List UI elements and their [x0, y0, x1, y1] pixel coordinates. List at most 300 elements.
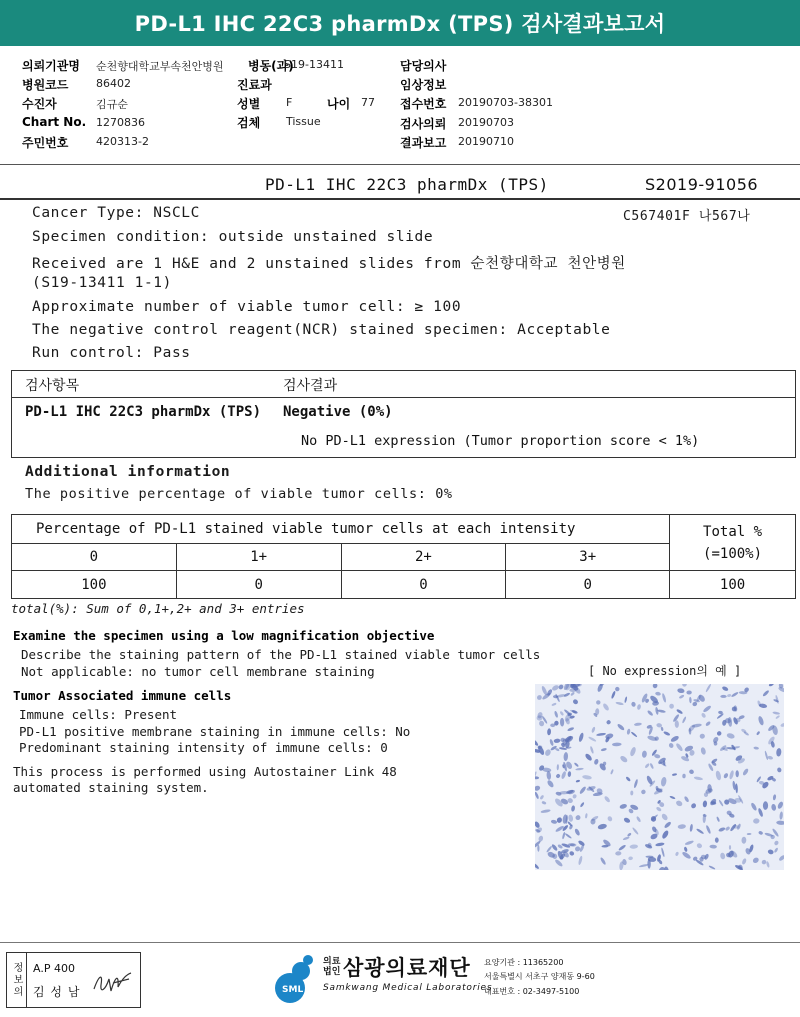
cell-nucleus [615, 701, 624, 705]
cell-nucleus [729, 770, 735, 780]
cell-nucleus [572, 698, 579, 705]
cell-nucleus [661, 693, 666, 703]
cell-nucleus [712, 736, 719, 744]
cell-nucleus [690, 802, 697, 809]
cell-nucleus [689, 697, 692, 704]
cell-nucleus [735, 770, 739, 777]
cell-nucleus [723, 772, 729, 779]
report-date-value: 20190710 [458, 135, 514, 148]
cell-nucleus [544, 748, 552, 756]
cell-nucleus [700, 747, 706, 755]
org-name: 삼광의료재단 [343, 956, 471, 980]
immune-heading: Tumor Associated immune cells [13, 688, 232, 703]
hospital-code-label: 병원코드 [22, 78, 69, 92]
cell-nucleus [709, 845, 717, 849]
cell-nucleus [705, 825, 711, 835]
cell-nucleus [716, 816, 720, 822]
immune-line1: Immune cells: Present [19, 707, 178, 722]
cell-nucleus [619, 803, 627, 809]
request-date-value: 20190703 [458, 116, 514, 129]
cell-nucleus [747, 833, 752, 835]
intensity-total-value: 100 [670, 571, 796, 599]
patient-label: 수진자 [22, 97, 57, 111]
cell-nucleus [672, 773, 677, 776]
cell-nucleus [655, 842, 665, 847]
cell-nucleus [631, 701, 636, 707]
cell-nucleus [606, 719, 612, 725]
cell-nucleus [675, 851, 679, 856]
cell-nucleus [775, 715, 780, 720]
cell-nucleus [590, 746, 595, 754]
contact-line3: 대표번호 : 02-3497-5100 [484, 987, 580, 996]
cell-nucleus [547, 728, 551, 735]
cell-nucleus [681, 851, 691, 860]
cell-nucleus [570, 691, 575, 696]
cell-nucleus [541, 801, 546, 805]
cell-nucleus [591, 726, 596, 733]
cell-nucleus [720, 695, 726, 698]
cell-nucleus [628, 856, 633, 860]
cell-nucleus [664, 866, 670, 870]
cell-nucleus [752, 856, 760, 864]
org-prefix-2: 법인 [323, 967, 341, 977]
total-note: total(%): Sum of 0,1+,2+ and 3+ entries [11, 601, 305, 616]
cell-nucleus [596, 732, 606, 736]
result-table [11, 370, 796, 458]
intensity-value-2plus: 0 [341, 571, 506, 599]
hospital-code-value: 86402 [96, 77, 131, 90]
cell-nucleus [537, 845, 539, 852]
cell-nucleus [708, 865, 715, 870]
cell-nucleus [630, 791, 633, 796]
cell-nucleus [668, 742, 674, 748]
total-header-line1: Total % [703, 523, 763, 540]
cell-nucleus [593, 758, 599, 765]
signature-name: 김 성 남 [33, 985, 81, 999]
cell-nucleus [656, 806, 663, 812]
cell-nucleus [664, 821, 672, 829]
intensity-table [11, 514, 796, 599]
cell-nucleus [715, 837, 719, 842]
microscopy-stain-pattern [535, 684, 784, 870]
cell-nucleus [689, 824, 693, 832]
chart-label: Chart No. [22, 115, 87, 129]
id-value: 420313-2 [96, 135, 149, 148]
image-caption: [ No expression의 예 ] [588, 664, 742, 678]
cell-nucleus [646, 856, 654, 858]
report-line-run-control: Run control: Pass [32, 345, 191, 361]
cell-nucleus [684, 846, 688, 852]
cell-nucleus [600, 857, 607, 866]
cell-nucleus [612, 742, 622, 746]
intensity-column-1plus: 1+ [176, 544, 341, 571]
cell-nucleus [535, 821, 541, 829]
footer-divider [0, 942, 800, 943]
cell-nucleus [660, 777, 667, 787]
total-header-line2: (=100%) [703, 545, 763, 562]
cell-nucleus [682, 684, 687, 687]
divider [0, 198, 800, 200]
cell-nucleus [637, 704, 642, 710]
specimen-value: Tissue [286, 115, 321, 128]
cell-nucleus [610, 769, 614, 775]
cell-nucleus [564, 833, 572, 839]
cell-nucleus [615, 687, 620, 692]
report-date-label: 결과보고 [400, 136, 447, 150]
cell-nucleus [718, 827, 726, 833]
cell-nucleus [780, 722, 784, 727]
cell-nucleus [578, 732, 584, 742]
result-item: PD-L1 IHC 22C3 pharmDx (TPS) [25, 404, 262, 420]
cell-nucleus [640, 789, 646, 795]
cell-nucleus [626, 728, 630, 735]
cell-nucleus [624, 696, 628, 703]
cell-nucleus [555, 773, 561, 779]
examine-line1: Describe the staining pattern of the PD-L1 stained viable tumor cells [21, 647, 541, 662]
cell-nucleus [709, 798, 717, 807]
result-header: 검사결과 [283, 378, 338, 394]
cell-nucleus [725, 826, 731, 831]
cell-nucleus [634, 722, 642, 726]
ward-value: S19-13411 [284, 58, 344, 71]
cell-nucleus [571, 805, 576, 812]
cell-nucleus [694, 776, 704, 781]
cell-nucleus [649, 763, 654, 770]
org-prefix [323, 957, 340, 977]
org-english-name: Samkwang Medical Laboratories [323, 983, 493, 993]
cell-nucleus [779, 811, 783, 819]
cell-nucleus [757, 715, 764, 725]
cell-nucleus [773, 840, 779, 846]
immune-line2: PD-L1 positive membrane staining in immune cells: No [19, 724, 411, 739]
cell-nucleus [682, 716, 687, 723]
result-detail: No PD-L1 expression (Tumor proportion score < 1%) [301, 433, 700, 449]
cell-nucleus [539, 795, 544, 801]
cell-nucleus [777, 767, 782, 773]
intensity-value-3plus: 0 [506, 571, 670, 599]
age-value: 77 [361, 96, 375, 109]
cell-nucleus [753, 746, 759, 750]
cell-nucleus [768, 684, 775, 687]
report-line-received: Received are 1 H&E and 2 unstained slides from 순천향대학교 천안병원 [32, 256, 626, 272]
cell-nucleus [584, 753, 593, 762]
cell-nucleus [705, 684, 712, 693]
cell-nucleus [633, 779, 638, 789]
cell-nucleus [715, 770, 722, 781]
cell-nucleus [705, 721, 711, 727]
intensity-column-3plus: 3+ [506, 544, 670, 571]
report-line-ncr: The negative control reagent(NCR) stained specimen: Acceptable [32, 322, 611, 338]
sml-logo-icon [266, 954, 322, 1004]
cell-nucleus [563, 752, 568, 761]
cell-nucleus [764, 751, 768, 761]
cell-nucleus [756, 731, 760, 736]
cell-nucleus [699, 733, 705, 739]
cell-nucleus [663, 731, 671, 737]
sex-label: 성별 [237, 97, 261, 111]
cell-nucleus [535, 738, 539, 746]
cell-nucleus [586, 785, 596, 791]
examine-line2: Not applicable: no tumor cell membrane staining [21, 664, 375, 679]
test-name-heading: PD-L1 IHC 22C3 pharmDx (TPS) [265, 175, 549, 194]
cell-nucleus [773, 794, 777, 800]
cell-nucleus [623, 836, 630, 841]
cell-nucleus [661, 830, 670, 840]
contact-line1: 요양기관 : 11365200 [484, 958, 564, 967]
cell-nucleus [536, 694, 543, 701]
examine-heading: Examine the specimen using a low magnification objective [13, 628, 435, 643]
result-table-header [12, 371, 795, 398]
sml-logo-text: SML [282, 985, 304, 995]
receipt-value: 20190703-38301 [458, 96, 553, 109]
cell-nucleus [551, 843, 558, 851]
cell-nucleus [778, 854, 784, 862]
cell-nucleus [569, 850, 575, 856]
cell-nucleus [601, 748, 607, 752]
cell-nucleus [762, 690, 770, 698]
cell-nucleus [776, 748, 782, 757]
cell-nucleus [660, 727, 663, 732]
cell-nucleus [607, 815, 613, 822]
cell-nucleus [568, 814, 574, 822]
cell-nucleus [540, 809, 550, 814]
cell-nucleus [766, 861, 770, 868]
cell-nucleus [596, 700, 601, 705]
cell-nucleus [623, 817, 631, 824]
total-header [670, 515, 796, 571]
cell-nucleus [535, 776, 539, 779]
cell-nucleus [758, 830, 763, 835]
cell-nucleus [757, 808, 763, 818]
cell-nucleus [549, 739, 554, 747]
cell-nucleus [682, 774, 686, 779]
cell-nucleus [625, 776, 631, 782]
cell-nucleus [774, 847, 779, 853]
cell-nucleus [636, 816, 642, 823]
cell-nucleus [741, 837, 746, 844]
intensity-value-0: 100 [12, 571, 177, 599]
cell-nucleus [580, 802, 585, 808]
cell-nucleus [615, 851, 621, 856]
cell-nucleus [669, 795, 675, 799]
cell-nucleus [669, 704, 674, 709]
handwritten-signature [91, 967, 135, 997]
cell-nucleus [574, 828, 581, 836]
cell-nucleus [567, 771, 571, 777]
cell-nucleus [679, 694, 685, 699]
cell-nucleus [776, 820, 784, 825]
microscopy-image [535, 684, 784, 870]
receipt-label: 접수번호 [400, 97, 447, 111]
cell-nucleus [675, 800, 683, 808]
report-line-slide-id: (S19-13411 1-1) [32, 275, 172, 291]
cell-nucleus [572, 794, 577, 799]
cell-nucleus [554, 711, 559, 719]
cell-nucleus [553, 738, 560, 743]
cell-nucleus [588, 736, 597, 742]
patient-info-section [0, 50, 800, 165]
cell-nucleus [661, 847, 665, 857]
cell-nucleus [684, 796, 690, 803]
process-line1: This process is performed using Autostainer Link 48 [13, 764, 397, 779]
cell-nucleus [677, 688, 685, 694]
cell-nucleus [554, 859, 563, 868]
cell-nucleus [696, 828, 705, 835]
cell-nucleus [631, 731, 638, 737]
cell-nucleus [642, 750, 647, 758]
cell-nucleus [618, 844, 626, 851]
report-line-tumor-cell-count: Approximate number of viable tumor cell: ≥ 100 [32, 299, 462, 315]
cell-nucleus [559, 711, 564, 716]
cell-nucleus [574, 762, 579, 767]
cell-nucleus [741, 858, 747, 865]
cell-nucleus [546, 771, 551, 780]
report-line-cancer-type: Cancer Type: NSCLC [32, 205, 200, 221]
cell-nucleus [670, 735, 680, 743]
cell-nucleus [619, 755, 628, 764]
report-line-specimen-condition: Specimen condition: outside unstained slide [32, 229, 434, 245]
institution-value: 순천향대학교부속천안병원 [96, 60, 224, 73]
clinical-label: 임상정보 [400, 78, 447, 92]
cell-nucleus [629, 746, 637, 757]
cell-nucleus [632, 827, 639, 835]
cell-nucleus [535, 785, 541, 792]
institution-label: 의뢰기관명 [22, 59, 80, 73]
cell-nucleus [535, 791, 539, 799]
cell-nucleus [578, 840, 586, 847]
age-label: 나이 [327, 97, 351, 111]
cell-nucleus [639, 863, 649, 867]
cell-nucleus [576, 779, 581, 782]
cell-nucleus [750, 802, 758, 811]
cell-nucleus [721, 686, 728, 692]
cell-nucleus [597, 823, 607, 830]
cell-nucleus [561, 771, 567, 780]
cell-nucleus [702, 800, 707, 807]
cell-nucleus [560, 718, 564, 727]
doctor-label: 담당의사 [400, 59, 447, 73]
signature-title: A.P 400 [33, 962, 75, 975]
cell-nucleus [772, 711, 780, 715]
cell-nucleus [551, 819, 558, 824]
signature-vertical-label: 정보의 [7, 953, 27, 1007]
cell-nucleus [696, 842, 703, 849]
result-value: Negative (0%) [283, 404, 393, 420]
patient-value: 김규순 [96, 98, 128, 111]
cell-nucleus [661, 813, 669, 822]
cell-nucleus [675, 720, 679, 728]
cell-nucleus [644, 763, 650, 769]
cell-nucleus [578, 855, 583, 865]
cell-nucleus [727, 694, 732, 698]
cell-nucleus [575, 814, 582, 821]
intensity-column-0: 0 [12, 544, 177, 571]
cell-nucleus [718, 799, 724, 806]
dept-label: 진료과 [237, 78, 272, 92]
cell-nucleus [551, 684, 560, 692]
cell-nucleus [753, 818, 760, 824]
cell-nucleus [579, 786, 587, 795]
cell-nucleus [686, 690, 691, 694]
ward-label: 병동(과) [248, 59, 294, 73]
cell-nucleus [602, 703, 610, 712]
report-number: S2019-91056 [645, 175, 759, 194]
cell-nucleus [688, 769, 694, 775]
chart-value: 1270836 [96, 116, 145, 129]
cell-nucleus [647, 710, 654, 717]
cell-nucleus [763, 801, 768, 810]
cell-nucleus [731, 691, 739, 697]
cell-nucleus [604, 795, 611, 803]
cell-nucleus [558, 684, 565, 690]
cell-nucleus [767, 849, 774, 855]
cell-nucleus [684, 840, 694, 846]
report-title: PD-L1 IHC 22C3 pharmDx (TPS) 검사결과보고서 [0, 0, 800, 46]
cell-nucleus [655, 691, 661, 696]
cell-nucleus [676, 709, 683, 715]
cell-nucleus [585, 813, 588, 818]
cell-nucleus [629, 844, 638, 849]
cell-nucleus [675, 742, 684, 752]
intensity-table-header: Percentage of PD-L1 stained viable tumor cells at each intensity [12, 515, 670, 544]
cell-nucleus [652, 684, 658, 689]
cell-nucleus [575, 767, 584, 770]
cell-nucleus [720, 852, 726, 859]
cell-nucleus [582, 775, 592, 780]
cell-nucleus [742, 768, 749, 776]
signature-box [6, 952, 141, 1008]
cell-nucleus [716, 730, 722, 736]
cell-nucleus [701, 712, 707, 718]
intensity-column-2plus: 2+ [341, 544, 506, 571]
item-header: 검사항목 [25, 378, 80, 394]
process-line2: automated staining system. [13, 780, 209, 795]
cell-nucleus [538, 835, 544, 842]
request-date-label: 검사의뢰 [400, 117, 447, 131]
reference-code: C567401F 나567나 [623, 209, 751, 224]
org-prefix-1: 의료 [323, 957, 341, 967]
cell-nucleus [680, 755, 689, 762]
cell-nucleus [556, 817, 563, 824]
additional-info-heading: Additional information [25, 464, 231, 480]
cell-nucleus [677, 824, 686, 829]
cell-nucleus [546, 779, 554, 788]
cell-nucleus [551, 702, 556, 706]
cell-nucleus [569, 824, 574, 830]
cell-nucleus [771, 804, 777, 811]
cell-nucleus [761, 859, 767, 865]
immune-line3: Predominant staining intensity of immune cells: 0 [19, 740, 388, 755]
cell-nucleus [546, 845, 553, 853]
cell-nucleus [567, 727, 575, 732]
cell-nucleus [617, 723, 626, 731]
cell-nucleus [557, 764, 560, 770]
cell-nucleus [611, 691, 616, 700]
cell-nucleus [535, 862, 540, 869]
cell-nucleus [539, 720, 545, 726]
cell-nucleus [729, 845, 731, 850]
cell-nucleus [726, 732, 735, 739]
additional-info-text: The positive percentage of viable tumor cells: 0% [25, 486, 453, 502]
cell-nucleus [562, 832, 566, 840]
cell-nucleus [777, 801, 784, 810]
intensity-value-1plus: 0 [176, 571, 341, 599]
cell-nucleus [767, 755, 773, 760]
cell-nucleus [627, 832, 632, 837]
sex-value: F [286, 96, 293, 109]
contact-line2: 서울특별시 서초구 양재동 9-60 [484, 972, 595, 981]
specimen-label: 검체 [237, 116, 261, 130]
